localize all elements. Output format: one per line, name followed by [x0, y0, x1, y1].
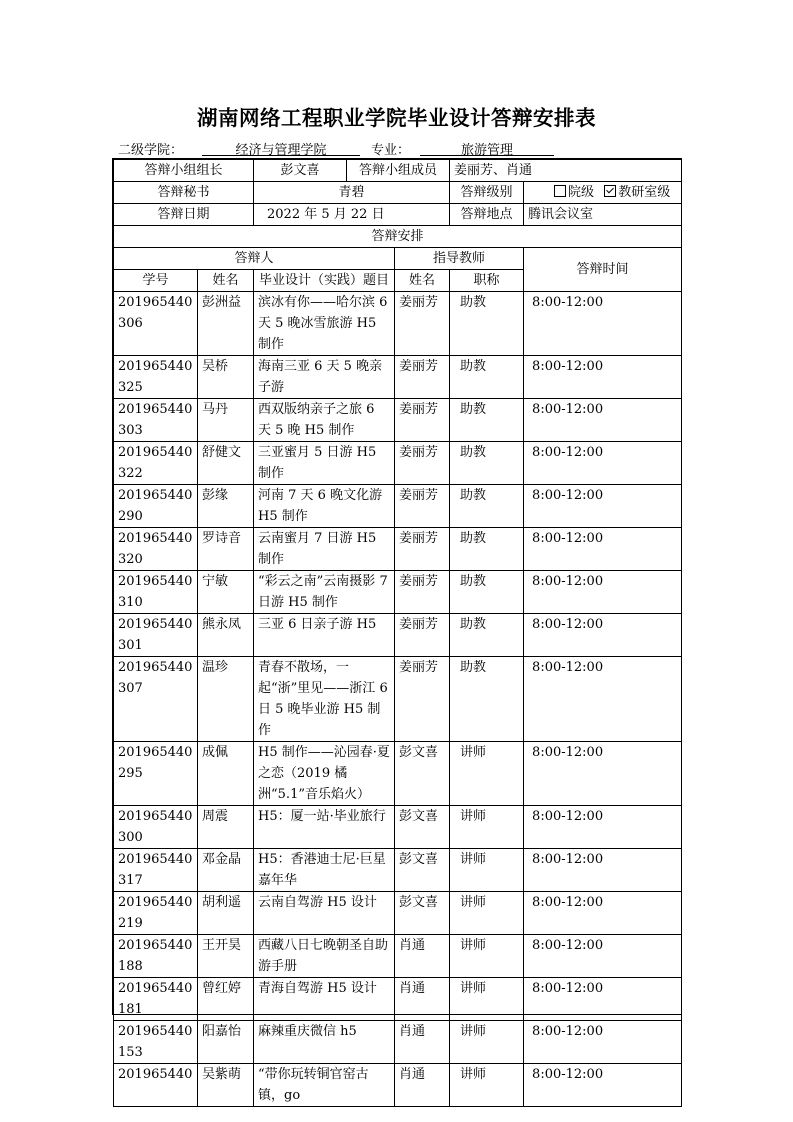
student-id-cell	[114, 657, 198, 742]
student-id-suffix: 181	[118, 1002, 143, 1017]
student-name-cell: 胡利遥	[198, 892, 254, 935]
teacher-title-cell: 助教	[450, 356, 524, 399]
student-id: 201965440	[118, 745, 193, 760]
student-id-cell	[114, 442, 198, 485]
teacher-name-cell: 彭文喜	[395, 849, 450, 892]
topic-cell: 河南 7 天 6 晚文化游 H5 制作	[254, 485, 395, 528]
table-row	[114, 1064, 682, 1107]
student-id-cell	[114, 292, 198, 356]
student-id: 201965440	[118, 445, 193, 460]
defense-time-cell: 8:00-12:00	[524, 399, 682, 442]
student-name-cell: 宁敏	[198, 571, 254, 614]
defense-time-cell: 8:00-12:00	[524, 528, 682, 571]
teacher-name-cell: 彭文喜	[395, 806, 450, 849]
teacher-title-cell: 助教	[450, 292, 524, 356]
topic-cell: 麻辣重庆微信 h5	[254, 1021, 395, 1064]
student-id-cell	[114, 485, 198, 528]
table-row	[114, 806, 682, 849]
table-row	[114, 1021, 682, 1064]
date-value: 2022 年 5 月 22 日	[254, 204, 450, 226]
student-name-cell: 吴桥	[198, 356, 254, 399]
teacher-name-cell: 姜丽芳	[395, 399, 450, 442]
student-name-cell: 邓金晶	[198, 849, 254, 892]
student-id-cell	[114, 399, 198, 442]
topic-cell: 云南自驾游 H5 设计	[254, 892, 395, 935]
secretary-value: 青碧	[254, 182, 450, 204]
date-label: 答辩日期	[114, 204, 254, 226]
student-id-cell	[114, 1021, 198, 1064]
teacher-name-cell: 彭文喜	[395, 892, 450, 935]
table-row	[114, 892, 682, 935]
student-id-suffix: 322	[118, 466, 143, 481]
teacher-title-cell: 助教	[450, 528, 524, 571]
topic-cell: 青春不散场，一起“浙”里见——浙江 6 日 5 晚毕业游 H5 制作	[254, 657, 395, 742]
place-value: 腾讯会议室	[524, 204, 682, 226]
student-id-cell	[114, 978, 198, 1021]
student-name-cell: 曾红婷	[198, 978, 254, 1021]
defense-time-cell: 8:00-12:00	[524, 614, 682, 657]
level-label: 答辩级别	[450, 182, 524, 204]
student-id-cell	[114, 935, 198, 978]
leader-label: 答辩小组组长	[114, 160, 254, 182]
teacher-title-cell: 讲师	[450, 742, 524, 806]
table-row	[114, 657, 682, 742]
student-id-cell	[114, 742, 198, 806]
topic-cell: 滨冰有你——哈尔滨 6 天 5 晚冰雪旅游 H5 制作	[254, 292, 395, 356]
student-name-cell: 舒健文	[198, 442, 254, 485]
teacher-title-cell: 讲师	[450, 892, 524, 935]
student-id-cell	[114, 528, 198, 571]
student-id: 201965440	[118, 402, 193, 417]
student-id-cell	[114, 614, 198, 657]
student-id: 201965440	[118, 1024, 193, 1039]
teacher-title-cell: 讲师	[450, 978, 524, 1021]
teacher-name-cell: 彭文喜	[395, 742, 450, 806]
student-name-cell: 温珍	[198, 657, 254, 742]
defense-time-cell: 8:00-12:00	[524, 892, 682, 935]
student-id-suffix: 310	[118, 595, 143, 610]
group-student-header: 答辩人	[114, 248, 395, 270]
student-name-cell: 马丹	[198, 399, 254, 442]
student-id: 201965440	[118, 852, 193, 867]
student-name-cell: 吴紫萌	[198, 1064, 254, 1107]
level-option-college[interactable]: 院级	[554, 185, 594, 200]
major-value: 旅游管理	[420, 139, 554, 156]
secretary-label: 答辩秘书	[114, 182, 254, 204]
teacher-name-cell: 姜丽芳	[395, 528, 450, 571]
topic-cell: 云南蜜月 7 日游 H5 制作	[254, 528, 395, 571]
student-id: 201965440	[118, 895, 193, 910]
topic-cell: 三亚 6 日亲子游 H5	[254, 614, 395, 657]
student-name-cell: 成佩	[198, 742, 254, 806]
major-label: 专业：	[371, 143, 411, 158]
defense-schedule-table	[113, 159, 682, 1107]
table-row	[114, 399, 682, 442]
table-row	[114, 528, 682, 571]
student-id-suffix: 300	[118, 830, 143, 845]
defense-time-cell: 8:00-12:00	[524, 657, 682, 742]
student-name-cell: 王开昊	[198, 935, 254, 978]
student-id-suffix: 303	[118, 423, 143, 438]
topic-cell: “带你玩转铜官窑古镇，go	[254, 1064, 395, 1107]
group-teacher-header: 指导教师	[395, 248, 524, 270]
student-id-cell	[114, 806, 198, 849]
table-row	[114, 356, 682, 399]
table-row	[114, 742, 682, 806]
topic-header: 毕业设计（实践）题目	[254, 270, 395, 292]
defense-time-cell: 8:00-12:00	[524, 292, 682, 356]
teacher-title-cell: 助教	[450, 657, 524, 742]
defense-time-cell: 8:00-12:00	[524, 742, 682, 806]
document-title: 湖南网络工程职业学院毕业设计答辩安排表	[197, 106, 596, 130]
level-option-office[interactable]: 教研室级	[604, 185, 670, 200]
section-title: 答辩安排	[114, 226, 682, 248]
table-row	[114, 849, 682, 892]
teacher-title-cell: 助教	[450, 399, 524, 442]
defense-time-cell: 8:00-12:00	[524, 935, 682, 978]
topic-cell: 西藏八日七晚朝圣自助游手册	[254, 935, 395, 978]
topic-cell: 三亚蜜月 5 日游 H5 制作	[254, 442, 395, 485]
teacher-name-cell: 姜丽芳	[395, 614, 450, 657]
student-id-cell	[114, 849, 198, 892]
teacher-name-cell: 姜丽芳	[395, 292, 450, 356]
student-name-cell: 阳嘉怡	[198, 1021, 254, 1064]
student-id-cell	[114, 356, 198, 399]
student-id: 201965440	[118, 938, 193, 953]
teacher-name-header: 姓名	[395, 270, 450, 292]
checked-checkbox-icon	[604, 185, 616, 197]
student-id-cell	[114, 1064, 198, 1107]
student-id: 201965440	[118, 981, 193, 996]
teacher-name-cell: 姜丽芳	[395, 485, 450, 528]
student-name-cell: 周震	[198, 806, 254, 849]
student-id-suffix: 320	[118, 552, 143, 567]
student-id: 201965440	[118, 1067, 193, 1082]
student-id-cell	[114, 571, 198, 614]
teacher-title-cell: 讲师	[450, 849, 524, 892]
student-id-suffix: 317	[118, 873, 143, 888]
members-value: 姜丽芳、肖通	[450, 160, 682, 182]
student-name-cell: 彭缘	[198, 485, 254, 528]
topic-cell: 西双版纳亲子之旅 6 天 5 晚 H5 制作	[254, 399, 395, 442]
leader-value: 彭文喜	[254, 160, 347, 182]
teacher-title-cell: 讲师	[450, 1021, 524, 1064]
defense-time-cell: 8:00-12:00	[524, 806, 682, 849]
student-id-suffix: 188	[118, 959, 143, 974]
teacher-title-cell: 助教	[450, 442, 524, 485]
topic-cell: H5：厦一站·毕业旅行	[254, 806, 395, 849]
student-id: 201965440	[118, 531, 193, 546]
table-row	[114, 935, 682, 978]
student-id-suffix: 307	[118, 681, 143, 696]
student-id-suffix: 290	[118, 509, 143, 524]
student-name-cell: 彭洲益	[198, 292, 254, 356]
teacher-title-cell: 助教	[450, 571, 524, 614]
teacher-title-cell: 助教	[450, 614, 524, 657]
student-id-suffix: 153	[118, 1045, 143, 1060]
student-id-suffix: 325	[118, 380, 143, 395]
teacher-title-cell: 讲师	[450, 806, 524, 849]
teacher-title-cell: 助教	[450, 485, 524, 528]
teacher-title-header: 职称	[450, 270, 524, 292]
teacher-name-cell: 肖通	[395, 1021, 450, 1064]
header-line	[112, 139, 682, 159]
table-row	[114, 485, 682, 528]
table-row	[114, 614, 682, 657]
student-id-suffix: 306	[118, 316, 143, 331]
student-name-cell: 熊永凤	[198, 614, 254, 657]
defense-time-cell: 8:00-12:00	[524, 849, 682, 892]
student-id: 201965440	[118, 359, 193, 374]
teacher-name-cell: 肖通	[395, 978, 450, 1021]
defense-time-cell: 8:00-12:00	[524, 442, 682, 485]
members-label: 答辩小组成员	[347, 160, 450, 182]
level-options	[524, 182, 682, 204]
student-id: 201965440	[118, 660, 193, 675]
topic-cell: 青海自驾游 H5 设计	[254, 978, 395, 1021]
student-name-cell: 罗诗音	[198, 528, 254, 571]
student-id-suffix: 219	[118, 916, 143, 931]
teacher-name-cell: 姜丽芳	[395, 657, 450, 742]
teacher-title-cell: 讲师	[450, 935, 524, 978]
table-row	[114, 292, 682, 356]
student-id-cell	[114, 892, 198, 935]
name-header: 姓名	[198, 270, 254, 292]
time-header: 答辩时间	[524, 248, 682, 292]
id-header: 学号	[114, 270, 198, 292]
defense-time-cell: 8:00-12:00	[524, 1064, 682, 1107]
student-id: 201965440	[118, 809, 193, 824]
defense-time-cell: 8:00-12:00	[524, 356, 682, 399]
defense-time-cell: 8:00-12:00	[524, 485, 682, 528]
defense-time-cell: 8:00-12:00	[524, 571, 682, 614]
student-id-suffix: 301	[118, 638, 143, 653]
college-label: 二级学院：	[118, 143, 184, 158]
defense-time-cell: 8:00-12:00	[524, 1021, 682, 1064]
student-id-suffix: 295	[118, 766, 143, 781]
student-id: 201965440	[118, 488, 193, 503]
student-id: 201965440	[118, 617, 193, 632]
teacher-name-cell: 肖通	[395, 935, 450, 978]
teacher-name-cell: 肖通	[395, 1064, 450, 1107]
teacher-name-cell: 姜丽芳	[395, 571, 450, 614]
teacher-name-cell: 姜丽芳	[395, 356, 450, 399]
table-row	[114, 442, 682, 485]
table-row	[114, 571, 682, 614]
defense-time-cell: 8:00-12:00	[524, 978, 682, 1021]
topic-cell: H5：香港迪士尼·巨星嘉年华	[254, 849, 395, 892]
topic-cell: H5 制作——沁园春·夏之恋（2019 橘洲“5.1”音乐焰火）	[254, 742, 395, 806]
checkbox-icon	[554, 185, 566, 197]
teacher-title-cell: 讲师	[450, 1064, 524, 1107]
student-id: 201965440	[118, 574, 193, 589]
student-id: 201965440	[118, 295, 193, 310]
table-row	[114, 978, 682, 1021]
teacher-name-cell: 姜丽芳	[395, 442, 450, 485]
topic-cell: 海南三亚 6 天 5 晚亲子游	[254, 356, 395, 399]
college-value: 经济与管理学院	[202, 139, 360, 156]
topic-cell: “彩云之南”云南摄影 7 日游 H5 制作	[254, 571, 395, 614]
place-label: 答辩地点	[450, 204, 524, 226]
